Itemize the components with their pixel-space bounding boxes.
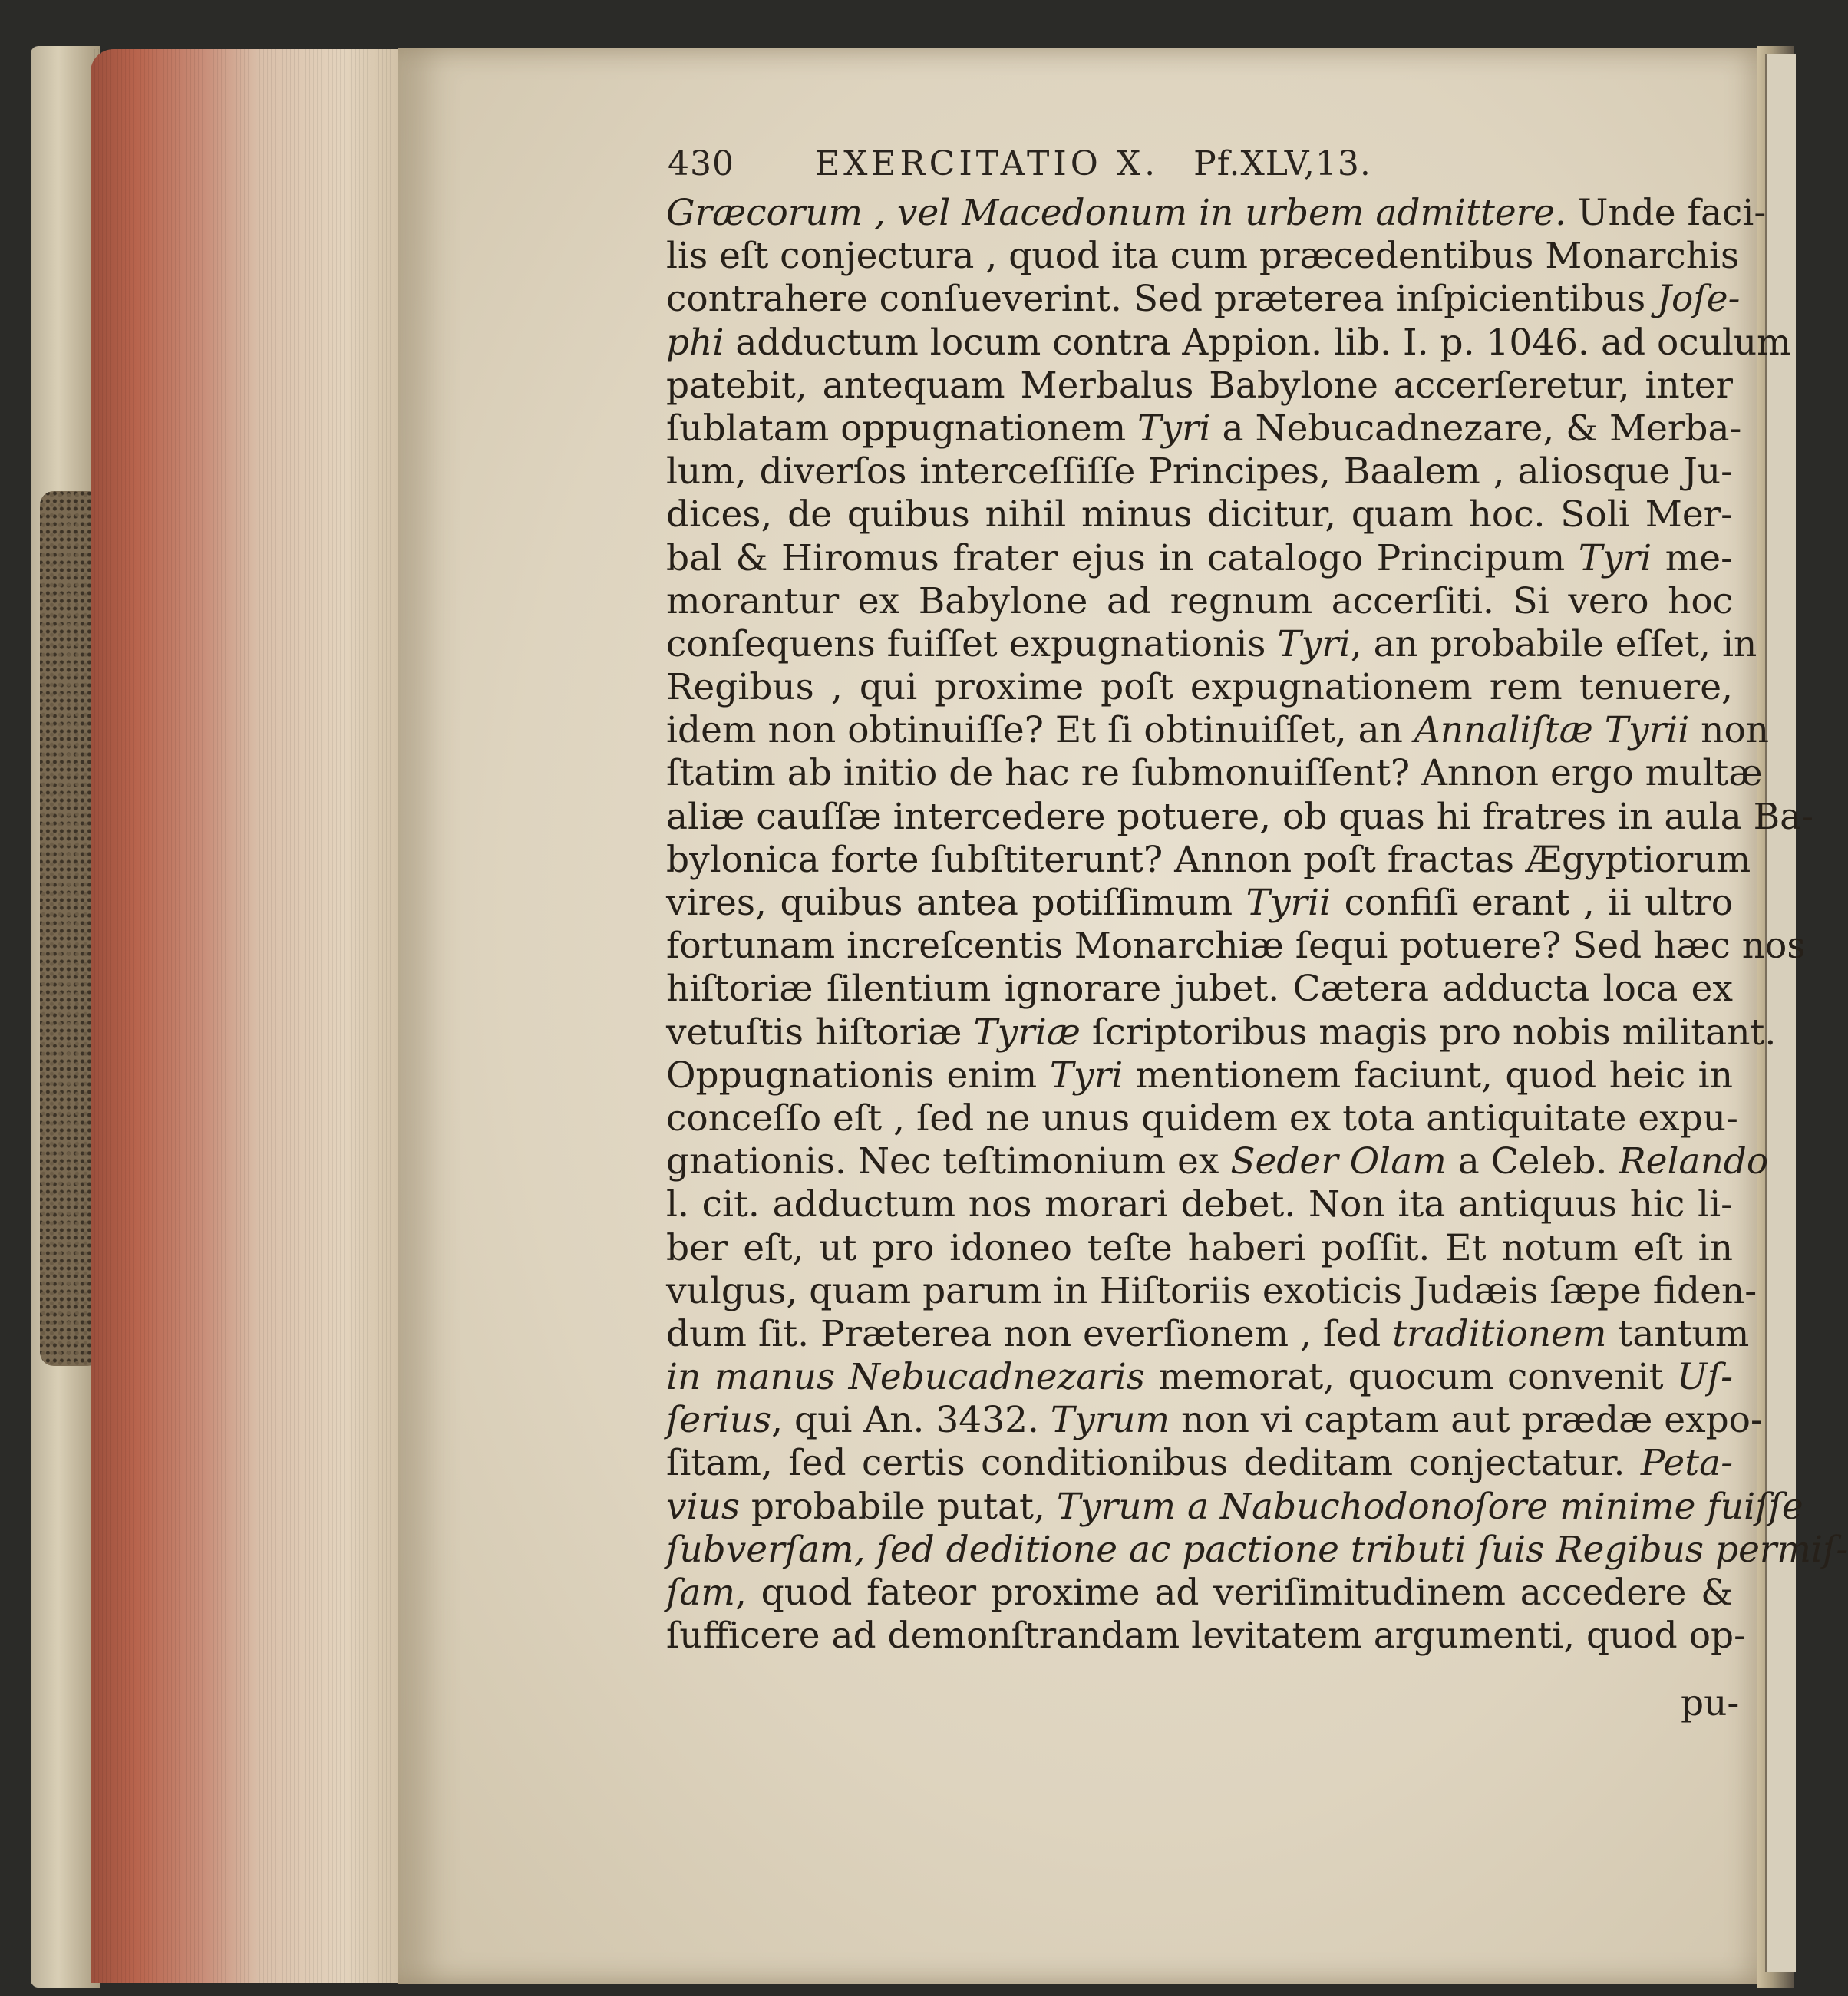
text-line: [666, 666, 1733, 709]
text-segment: Relando: [1619, 1140, 1769, 1183]
text-line: [666, 1011, 1777, 1054]
text-line: [666, 1615, 1746, 1658]
text-segment: morantur ex Babylone ad regnum accerſiti. Si vero hoc: [666, 579, 1733, 622]
text-segment: vius: [666, 1485, 740, 1528]
text-segment: Tyri: [1578, 536, 1652, 579]
text-line: [666, 493, 1733, 536]
catchword: pu-: [1681, 1682, 1740, 1724]
text-segment: Joſe-: [1657, 278, 1741, 321]
text-line: [666, 537, 1733, 580]
text-segment: gnationis. Nec teſtimonium ex: [666, 1140, 1231, 1183]
text-line: [666, 709, 1770, 752]
text-segment: Peta-: [1640, 1442, 1733, 1485]
text-segment: Seder Olam: [1230, 1140, 1447, 1183]
text-line: [666, 1312, 1750, 1356]
text-segment: dices, de quibus nihil minus dicitur, quam hoc. Soli Mer-: [666, 493, 1733, 536]
text-line: [666, 278, 1741, 321]
text-line: [666, 1442, 1733, 1485]
text-segment: ſubverſam, ſed deditione ac pactione tributi ſuis Regibus permiſ-: [666, 1528, 1848, 1571]
text-segment: ſitam, ſed certis conditionibus deditam conjectatur.: [666, 1442, 1641, 1485]
text-segment: conſequens fuiſſet expugnationis: [666, 622, 1278, 665]
text-segment: mentionem faciunt, quod heic in: [1123, 1054, 1733, 1097]
text-line: [666, 1485, 1803, 1529]
page-block-edges: [91, 49, 398, 1983]
text-segment: ſublatam oppugnationem: [666, 407, 1138, 450]
text-line: [666, 450, 1733, 493]
text-line: [666, 580, 1733, 623]
text-segment: a Nebucadnezare, & Merba-: [1210, 407, 1742, 450]
text-segment: Tyrum: [1050, 1399, 1170, 1442]
text-segment: lis eſt conjectura , quod ita cum præcedentibus Monarchis: [666, 235, 1740, 278]
text-segment: ſcriptoribus magis pro nobis militant.: [1080, 1011, 1777, 1054]
text-segment: Oppugnationis enim: [666, 1054, 1050, 1097]
text-segment: bylonica forte ſubſtiterunt? Annon poſt fractas Ægyptiorum: [666, 838, 1751, 881]
text-line: [666, 1054, 1733, 1097]
text-segment: non: [1689, 709, 1770, 752]
text-segment: phi: [666, 321, 724, 364]
page-number: 430: [668, 144, 734, 183]
text-line: [666, 1572, 1733, 1615]
text-segment: me-: [1652, 536, 1733, 579]
text-line: [666, 1227, 1733, 1270]
text-segment: , quod fateor proxime ad veriſimitudinem accedere &: [734, 1572, 1733, 1614]
text-line: [666, 1097, 1738, 1140]
text-segment: , qui An. 3432.: [771, 1399, 1051, 1442]
text-segment: confiſi erant , ii ultro: [1331, 882, 1734, 924]
text-segment: vires, quibus antea potiſſimum: [666, 882, 1246, 924]
text-segment: l. cit. adductum nos morari debet. Non ita antiquus hic li-: [666, 1183, 1733, 1226]
text-segment: Regibus , qui proxime poſt expugnationem rem tenuere,: [666, 666, 1733, 709]
text-segment: Tyriæ: [973, 1011, 1081, 1054]
text-segment: , an probabile eſſet, in: [1350, 622, 1757, 665]
text-line: [666, 321, 1791, 365]
text-line: [666, 1528, 1848, 1572]
text-line: [666, 622, 1757, 666]
text-segment: Tyrii: [1246, 882, 1332, 924]
body-text: [666, 192, 1848, 1658]
text-segment: memorat, quocum convenit: [1144, 1356, 1678, 1399]
text-segment: aliæ cauſſæ intercedere potuere, ob quas hi fratres in aula Ba-: [666, 795, 1814, 838]
text-segment: Tyri: [1137, 407, 1211, 450]
text-segment: ſtatim ab initio de hac re ſubmonuiſſent? Annon ergo multæ: [666, 752, 1763, 795]
text-segment: non vi captam aut prædæ expo-: [1170, 1399, 1763, 1442]
text-line: [666, 365, 1733, 407]
text-line: [666, 752, 1763, 795]
running-head-title: EXERCITATIO X.: [814, 144, 1160, 183]
text-segment: in manus Nebucadnezaris: [666, 1356, 1145, 1399]
text-line: [666, 882, 1733, 925]
text-line: [666, 1269, 1757, 1313]
text-segment: probabile putat,: [739, 1485, 1057, 1528]
text-segment: idem non obtinuiſſe? Et ſi obtinuiſſet, an: [666, 709, 1414, 752]
text-segment: fortunam increſcentis Monarchiæ ſequi potuere? Sed hæc nos: [666, 925, 1806, 968]
text-segment: dum ſit. Præterea non everſionem , ſed: [666, 1312, 1393, 1355]
text-segment: lum, diverſos interceſſiſſe Principes, Baalem , aliosque Ju-: [666, 450, 1733, 493]
text-line: [666, 968, 1733, 1011]
text-line: [666, 1183, 1733, 1226]
text-segment: adductum locum contra Appion. lib. I. p. 1046. ad oculum: [724, 321, 1791, 364]
text-line: [666, 1356, 1733, 1399]
text-segment: conceſſo eſt , ſed ne unus quidem ex tota antiquitate expu-: [666, 1097, 1738, 1140]
text-line: [666, 1399, 1763, 1442]
text-line: [666, 1140, 1769, 1183]
text-segment: Græcorum , vel Macedonum in urbem admittere.: [666, 192, 1566, 234]
text-segment: bal & Hiromus frater ejus in catalogo Principum: [666, 536, 1579, 579]
text-segment: a Celeb.: [1446, 1140, 1619, 1183]
text-segment: ſufficere ad demonſtrandam levitatem argumenti, quod op-: [666, 1615, 1746, 1658]
text-line: [666, 838, 1751, 882]
text-segment: vetuſtis hiſtoriæ: [666, 1011, 974, 1054]
text-segment: Uſ-: [1677, 1356, 1733, 1399]
text-segment: contrahere conſueverint. Sed præterea inſpicientibus: [666, 278, 1658, 321]
text-segment: Tyri: [1049, 1054, 1124, 1097]
text-line: [666, 795, 1814, 839]
text-segment: Annaliſtæ Tyrii: [1414, 709, 1690, 752]
text-segment: patebit, antequam Merbalus Babylone accerſeretur, inter: [666, 364, 1733, 407]
text-segment: Tyrum a Nabuchodonoſore minime fuiſſe: [1056, 1485, 1803, 1528]
text-segment: traditionem: [1392, 1312, 1607, 1355]
text-line: [666, 235, 1740, 278]
text-segment: ber eſt, ut pro idoneo teſte haberi poſſit. Et notum eſt in: [666, 1226, 1733, 1269]
text-line: [666, 925, 1806, 968]
text-segment: hiſtoriæ ſilentium ignorare jubet. Cætera adducta loca ex: [666, 968, 1733, 1011]
running-head: [668, 144, 1742, 190]
running-head-reference: Pf.XLV,13.: [1193, 144, 1371, 183]
text-segment: ſam: [666, 1572, 735, 1614]
text-line: [666, 407, 1742, 450]
text-segment: Unde faci-: [1566, 192, 1767, 234]
text-line: [666, 192, 1767, 235]
text-segment: tantum: [1606, 1312, 1750, 1355]
text-segment: ſerius: [666, 1399, 772, 1442]
text-segment: vulgus, quam parum in Hiſtoriis exoticis Judæis ſæpe fiden-: [666, 1269, 1757, 1312]
text-segment: Tyri: [1277, 622, 1351, 665]
